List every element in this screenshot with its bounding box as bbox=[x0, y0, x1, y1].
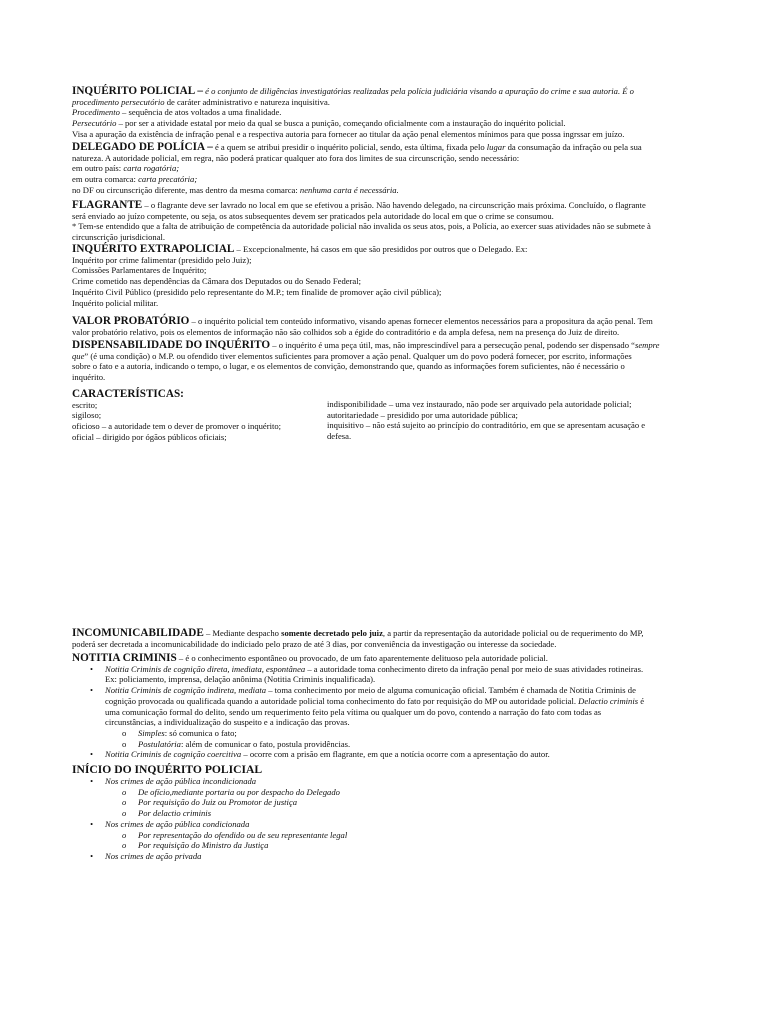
text: da consumação da infração ou pela sua bbox=[507, 142, 642, 152]
text: carta rogatória; bbox=[123, 163, 180, 174]
heading-valor-probatorio: VALOR PROBATÓRIO bbox=[72, 315, 190, 327]
inicio-list bbox=[72, 776, 683, 862]
text: – o inquérito policial tem conteúdo informativo, visando apenas fornecer elementos necessários para a propositura da ação penal. Tem bbox=[191, 316, 653, 326]
list-item bbox=[72, 749, 683, 760]
heading-notitia-criminis: NOTITIA CRIMINIS bbox=[72, 652, 177, 664]
list-item bbox=[72, 776, 683, 819]
text: , a partir da representação da autoridade policial ou de requerimento do MP, bbox=[382, 628, 644, 638]
text: circunstâncias, a individualização do suspeito e a indicação das provas. bbox=[105, 717, 350, 728]
text: Simples bbox=[138, 727, 165, 738]
text: natureza. A autoridade policial, em regra, não poderá praticar qualquer ato fora dos limites de sua circunscrição, sendo necessário: bbox=[72, 152, 520, 163]
list-item: defesa. bbox=[327, 431, 352, 442]
notitia-sublist bbox=[105, 728, 683, 749]
heading-caracteristicas: CARACTERÍSTICAS: bbox=[72, 388, 184, 400]
heading-inicio-inquerito: INÍCIO DO INQUÉRITO POLICIAL bbox=[72, 763, 263, 776]
text: fato aparentemente delituoso pela autoridade policial. bbox=[363, 653, 548, 663]
heading-dispensabilidade: DISPENSABILIDADE DO INQUÉRITO bbox=[72, 339, 271, 351]
list-item: oficial – dirigido por ógãos públicos oficiais; bbox=[72, 431, 227, 442]
heading-incomunicabilidade: INCOMUNICABILIDADE bbox=[72, 627, 204, 639]
section-delegado bbox=[72, 142, 683, 196]
section-inicio-inquerito bbox=[72, 763, 683, 862]
text: Ex: policiamento, imprensa, delação anônima (Notitia Criminis inqualificada). bbox=[105, 674, 376, 685]
text: Notitia Criminis de cognição direta, imediata, espontânea bbox=[105, 663, 306, 674]
list-item bbox=[72, 664, 683, 685]
inicio-sublist bbox=[105, 830, 683, 851]
list-item: Comissões Parlamentares de Inquérito; bbox=[72, 265, 207, 276]
text: Postulatória bbox=[138, 738, 181, 749]
text: Notitia Criminis de cognição coercitiva bbox=[105, 749, 242, 760]
text: procedimento persecutório bbox=[72, 96, 165, 107]
list-item bbox=[72, 819, 683, 851]
section-inquerito-extrapolicial bbox=[72, 244, 683, 308]
text: somente decretado pelo juiz bbox=[281, 628, 383, 638]
text: em outra comarca: bbox=[72, 174, 136, 185]
text: – é o conhecimento espontâneo ou provocado, de um bbox=[178, 653, 362, 663]
text: – toma conhecimento por meio de alguma comunicação oficial. Também é chamada de Notitia Criminis de bbox=[268, 685, 636, 696]
list-item: o Por requisição do Juiz ou Promotor de justiça bbox=[105, 797, 683, 808]
text: – sequência de atos voltados a uma finalidade. bbox=[122, 107, 282, 118]
section-valor-probatorio bbox=[72, 316, 683, 337]
text: Procedimento bbox=[72, 107, 120, 118]
list-item bbox=[105, 739, 683, 750]
list-item: inquisitivo – não está sujeito ao princípio do contraditório, em que se apresentam acusação e bbox=[327, 420, 646, 431]
section-inquerito-policial bbox=[72, 86, 683, 140]
list-item: o Por representação do ofendido ou de seu representante legal bbox=[105, 830, 683, 841]
section-dispensabilidade bbox=[72, 340, 683, 383]
text: : além de comunicar o fato, postula providências. bbox=[180, 738, 351, 749]
text: – Excepcionalmente, há casos em que são presididos por outros que o Delegado. Ex: bbox=[236, 244, 528, 254]
text: Delactio criminis bbox=[578, 695, 639, 706]
text: – o inquérito é uma peça útil, mas, não imprescindível para a persecução penal, podendo ser dispensado “ bbox=[272, 340, 635, 350]
text: inquérito. bbox=[72, 372, 106, 383]
list-item bbox=[72, 851, 683, 862]
section-notitia-criminis bbox=[72, 653, 683, 760]
list-item: indisponibilidade – uma vez instaurado, não pode ser arquivado pela autoridade policial; bbox=[327, 399, 632, 409]
text: é a quem se atribui presidir o inquérito policial, sendo, esta última, fixada pelo bbox=[214, 142, 485, 152]
text: sobre o fato e a autoria, indicando o tempo, o lugar, e os elementos de convição, demonstrando que, quando as informações forem suficientes, não é necessário o bbox=[72, 361, 625, 372]
section-flagrante bbox=[72, 200, 683, 243]
heading-inquerito-extrapolicial: INQUÉRITO EXTRAPOLICIAL bbox=[72, 243, 235, 255]
text: Notitia Criminis de cognição indireta, mediata bbox=[105, 685, 267, 696]
text: no DF ou circunscrição diferente, mas dentro da mesma comarca: bbox=[72, 184, 298, 195]
list-item: Crime cometido nas dependências da Câmara dos Deputados ou do Senado Federal; bbox=[72, 276, 362, 287]
text: uma comunicação formal do delito, sendo um requerimento feito pela vítima ou qualquer um do povo, contendo a narração do fato com todas as bbox=[105, 706, 602, 717]
text: nenhuma carta é necessária. bbox=[299, 184, 399, 195]
text: – ocorre com a prisão em flagrante, em que a notícia ocorre com a apresentação do autor. bbox=[243, 749, 550, 760]
list-item: Inquérito policial militar. bbox=[72, 297, 159, 308]
text: será enviado ao juízo competente, ou seja, os atos subsequentes devem ser praticados pela autoridade do local em que o crime se consumou. bbox=[72, 210, 554, 221]
text: poderá ser decretada a incomunicabilidade do indiciado pelo prazo de até 3 dias, por conveniência da investigação ou interesse da sociedade. bbox=[72, 638, 557, 649]
list-item: Inquérito Civil Público (presidido pelo representante do M.P.; tem finalide de promover ação civil pública); bbox=[72, 286, 442, 297]
inicio-sublist bbox=[105, 787, 683, 819]
text: – Mediante despacho bbox=[205, 628, 279, 638]
text: em outro país: bbox=[72, 163, 122, 174]
list-item: oficioso – a autoridade tem o dever de promover o inquérito; bbox=[72, 421, 282, 432]
text: de caráter administrativo e natureza inquisitiva. bbox=[166, 96, 330, 107]
section-caracteristicas-right bbox=[327, 399, 683, 442]
text: – o flagrante deve ser lavrado no local em que se efetivou a prisão. Não havendo delegado, na circunscrição mais próxima. Concluído, o flagrante bbox=[144, 200, 646, 210]
list-item: escrito; bbox=[72, 399, 98, 410]
text: • Nos crimes de ação privada bbox=[105, 850, 202, 861]
text: cognição provocada ou qualificada quando a autoridade policial toma conhecimento do fato por requisição do MP ou autoridade policial. bbox=[105, 695, 576, 706]
text: carta precatória; bbox=[138, 174, 198, 185]
text: : só comunica o fato; bbox=[164, 727, 237, 738]
text: é o conjunto de diligências investigatórias realizadas pela polícia judiciária visando a apuração do crime e sua autoria. É o bbox=[205, 86, 634, 96]
text: sempre bbox=[635, 340, 660, 350]
list-item: Inquérito por crime falimentar (presidido pelo Juiz); bbox=[72, 254, 252, 265]
text: Visa a apuração da existência de infração penal e a respectiva autoria para fornecer ao titular da ação penal elementos mínimos para que possa ingrssar em juízo. bbox=[72, 128, 625, 139]
notitia-list bbox=[72, 664, 683, 760]
text: – a autoridade toma conhecimento direto da infração penal por meio de suas atividades rotineiras. bbox=[307, 663, 644, 674]
text: • Nos crimes de ação pública incondicionada bbox=[105, 776, 257, 786]
heading-delegado: DELEGADO DE POLÍCIA – bbox=[72, 141, 213, 153]
text: * Tem-se entendido que a falta de atribuição de competência da autoridade policial não invalida os seus atos, pois, a Polícia, ao exercer suas atividades não se submete à bbox=[72, 221, 651, 232]
text: que bbox=[72, 350, 85, 361]
list-item: o Por requisição do Ministro da Justiça bbox=[105, 840, 683, 851]
list-item bbox=[72, 685, 683, 749]
section-caracteristicas-left bbox=[72, 389, 312, 443]
heading-inquerito-policial: INQUÉRITO POLICIAL – bbox=[72, 85, 203, 97]
text: é bbox=[640, 695, 645, 706]
section-incomunicabilidade bbox=[72, 628, 683, 649]
text: lugar bbox=[486, 142, 506, 152]
list-item: sigiloso; bbox=[72, 410, 102, 421]
list-item: o Por delactio criminis bbox=[105, 808, 683, 819]
text: ” (é uma condição) o M.P. ou ofendido tiver elementos suficientes para promover a ação penal. Qualquer um do povo poderá fornecer, por escrito, informações bbox=[84, 350, 632, 361]
list-item: autoritariedade – presidido por uma autoridade pública; bbox=[327, 409, 518, 420]
heading-flagrante: FLAGRANTE bbox=[72, 199, 143, 211]
list-item bbox=[105, 728, 683, 739]
text: • Nos crimes de ação pública condicionada bbox=[105, 818, 250, 829]
text: valor probatório relativo, pois os elementos de informação não são colhidos sob a égide do contraditório e da ampla defesa, nem na presença do Juiz de direito. bbox=[72, 326, 620, 337]
list-item: o De ofício,mediante portaria ou por despacho do Delegado bbox=[105, 787, 683, 798]
text: circunscrição jurisdicional. bbox=[72, 232, 166, 243]
text: – por ser a atividade estatal por meio da qual se busca a punição, começando oficialmente com a instauração do inquérito policial. bbox=[118, 118, 566, 129]
text: Persecutório bbox=[72, 118, 117, 129]
